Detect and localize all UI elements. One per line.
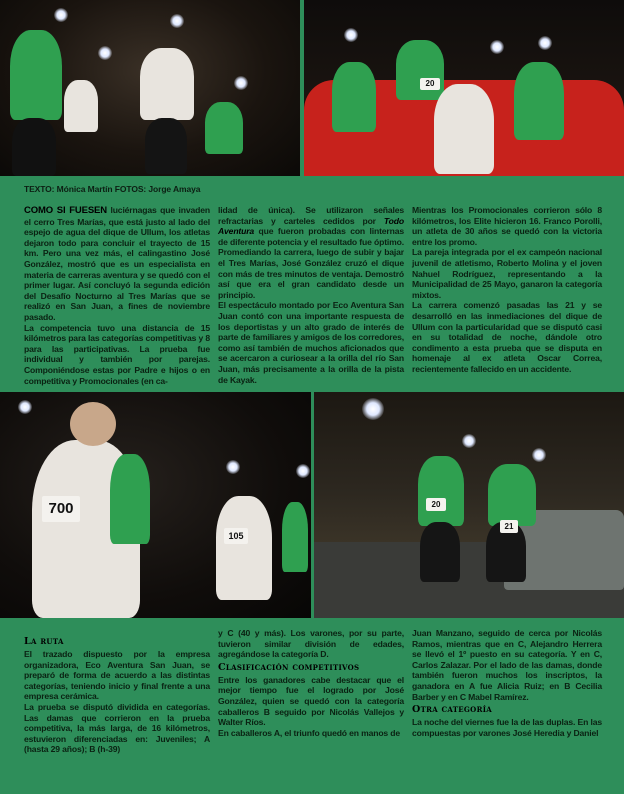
article-paragraph — [24, 205, 210, 323]
photo-text-credits: TEXTO: Mónica Martín FOTOS: Jorge Amaya — [24, 184, 201, 194]
article-paragraph: Mientras los Promocionales corrieron sólo 8 kilómetros, los Elite hicieron 16. Franco Porolli, un atleta de 30 años se quedó con la victoria entre los promo. — [412, 205, 602, 247]
article-column-1 — [24, 205, 210, 386]
kid-figure — [332, 62, 376, 132]
article-text: que fueron probadas con linternas de diferente potencia y el resultado fue óptimo. Promediando la carrera, luego de subir y bajar el Tres Marías, José González cruzó el dique con más de tres minutos de ventaja. Demostró así que era el gran candidato desde un principio. — [218, 226, 404, 300]
kid-figure — [396, 40, 444, 100]
article-column-3 — [412, 205, 602, 375]
headlamp-light — [362, 398, 384, 420]
runner-figure — [282, 502, 308, 572]
article-column-6 — [412, 628, 602, 738]
article-paragraph: El trazado dispuesto por la empresa organizadora, Eco Aventura San Juan, se preparó de forma de acuerdo a las distintas categorías, teniendo inicio y final frente a una empresa cerámica. — [24, 649, 210, 702]
runner-figure — [64, 80, 98, 132]
article-column-4 — [24, 634, 210, 755]
headlamp-light — [170, 14, 184, 28]
runner-figure — [420, 522, 460, 582]
headlamp-light — [98, 46, 112, 60]
article-paragraph — [218, 205, 404, 300]
article-paragraph: La carrera comenzó pasadas las 21 y se desarrolló en las inmediaciones del dique de Ullum con la particularidad que se disputó casi en su totalidad de noche, dándole otro condimento a esta prueba que se disputa en homenaje al ex atleta Oscar Correa, recientemente fallecido en un accidente. — [412, 300, 602, 374]
race-bib: 20 — [420, 78, 440, 90]
article-paragraph: En caballeros A, el triunfo quedó en manos de — [218, 727, 401, 738]
brand-name: Todo Aventura — [218, 215, 404, 237]
headlamp-light — [296, 464, 310, 478]
headlamp-light — [18, 400, 32, 414]
article-text: lidad de única). Se utilizaron señales refractarias y carteles cedidos por — [218, 205, 404, 226]
article-paragraph: El espectáculo montado por Eco Aventura San Juan contó con una importante respuesta de los deportistas y un alto grado de interés de parte de familiares y amigos de los corredores, como así también de muchos aficionados que se acercaron a curiosear a la orilla del río San Juan, más precisamente a la orilla de la pista de Kayak. — [218, 300, 404, 385]
runner-figure — [110, 454, 150, 544]
section-heading: Clasificación competitivos — [218, 661, 360, 673]
photo-night-runners-trail — [0, 0, 300, 176]
headlamp-light — [462, 434, 476, 448]
article-paragraph: La prueba se disputó dividida en categorías. Las damas que corrieron en la prueba competitiva, la más larga, de 16 kilómetros, estuvieron diferenciadas en: Juveniles; A (hasta 29 años); B (h-39) — [24, 701, 210, 755]
photo-runner-bib-700 — [0, 392, 311, 618]
headlamp-light — [344, 28, 358, 42]
headlamp-light — [532, 448, 546, 462]
section-heading: Otra categoría — [412, 704, 493, 716]
article-text: luciérnagas que invaden el cerro Tres Marías, que está justo al lado del espejo de agua del dique de Ullum, los atletas dejaron todo para concluir el trayecto de 15 km. Pero una vez más, el calingastino José González, mostró que es un especialista en materia de carreras aventura y se quedó con el primer lugar. Así concluyó la segunda edición del Desafío Nocturno al Tres Marías que se realizó en San Juan, a fines de noviembre pasado. — [24, 205, 210, 322]
headlamp-light — [226, 460, 240, 474]
runner-figure — [140, 48, 194, 120]
headlamp-light — [490, 40, 504, 54]
runner-figure — [70, 402, 116, 446]
race-bib: 105 — [224, 528, 248, 544]
photo-kids-on-raft — [304, 0, 624, 176]
headlamp-light — [538, 36, 552, 50]
section-heading: La ruta — [24, 636, 64, 647]
runner-figure — [145, 118, 187, 174]
race-bib: 21 — [500, 520, 518, 533]
article-column-2 — [218, 205, 404, 385]
article-paragraph: Juan Manzano, seguido de cerca por Nicolás Ramos, mientras que en C, Alejandro Herrera se llevó el 1º puesto en su categoría. Y en C, Carlos Zalazar. Por el lado de las damas, donde también fueron muchos los inscriptos, la ganadora en A fue Alicia Ruiz; en B Cecilia Barber y en C Mabel Ramírez. — [412, 628, 602, 702]
article-paragraph: La pareja integrada por el ex campeón nacional juvenil de atletismo, Roberto Molina y el joven Nahuel Rodríguez, representando a la Municipalidad de 25 Mayo, ganaron la categoría mixtos. — [412, 247, 602, 300]
runner-figure — [205, 102, 243, 154]
kid-figure — [434, 84, 494, 174]
article-paragraph: La noche del viernes fue la de las duplas. En las compuestas por varones José Heredia y Daniel — [412, 717, 602, 738]
article-paragraph: y C (40 y más). Los varones, por su parte, tuvieron similar división de edades, agregándose la categoría D. — [218, 628, 404, 660]
article-paragraph: Entre los ganadores cabe destacar que el mejor tiempo fue el logrado por José González, quien se quedó con la categoría caballeros B seguido por Nicolás Vallejos y Walter Ríos. — [218, 674, 404, 728]
runner-figure — [10, 30, 62, 120]
runner-figure — [216, 496, 272, 600]
runner-figure — [418, 456, 464, 526]
photo-runners-road-truck — [314, 392, 624, 618]
kid-figure — [514, 62, 564, 140]
article-lead-in: COMO SI FUESEN — [24, 205, 107, 216]
headlamp-light — [54, 8, 68, 22]
headlamp-light — [234, 76, 248, 90]
runner-figure — [12, 118, 56, 176]
race-bib: 20 — [426, 498, 446, 511]
article-column-5 — [218, 628, 404, 738]
runner-figure — [488, 464, 536, 526]
article-paragraph: La competencia tuvo una distancia de 15 kilómetros para las categorías competitivas y 8 para las participativas. La prueba fue individual y también por parejas. Componiéndose estas por Padre e hijos o en competitiva y Promocionales (en ca- — [24, 322, 210, 386]
race-bib: 700 — [42, 496, 80, 522]
